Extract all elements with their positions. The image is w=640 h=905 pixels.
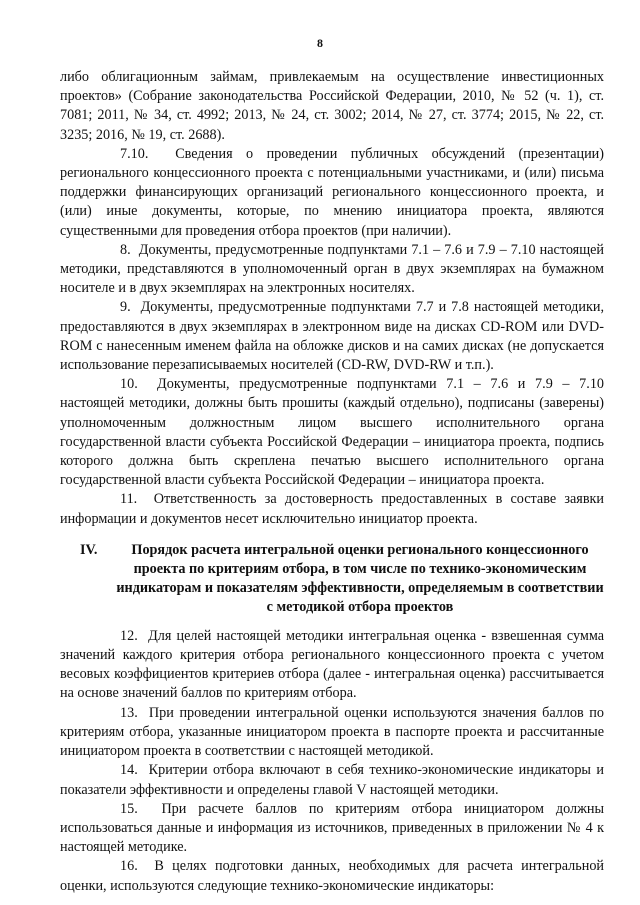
item-text: При проведении интегральной оценки используются значения баллов по критериям отбора, указанные инициатором проекта в паспорте проекта и рассчитанные инициатором проекта в соответствии с настоящей методикой. bbox=[60, 704, 604, 760]
item-number: 13. bbox=[120, 704, 138, 721]
item-number: 11. bbox=[120, 491, 138, 508]
section-heading bbox=[60, 541, 604, 617]
continuation-paragraph: либо облигационным займам, привлекаемым на осуществление инвестиционных проектов» (Собрание законодательства Российской Федерации, 2010, № 52 (ч. 1), ст. 7081; 2011, № 34, ст. 4992; 2013, № 24, ст. 3002; 2014, № 27, ст. 3774; 2015, № 22, ст. 3235; 2016, № 19, ст. 2688). bbox=[60, 69, 604, 143]
paragraph-item bbox=[60, 145, 604, 241]
paragraph-item bbox=[60, 490, 604, 528]
paragraph-item bbox=[60, 800, 604, 858]
paragraph-item bbox=[60, 761, 604, 799]
item-number: 15. bbox=[120, 800, 138, 817]
item-number: 16. bbox=[120, 858, 138, 875]
item-text: Сведения о проведении публичных обсуждений (презентации) регионального концессионного проекта с потенциальными участниками, и (или) письма поддержки финансирующих организаций регионального концессионного проекта, и (или) иные документы, которые, по мнению инициатора проекта, являются существенными для проведения отбора проектов (при наличии). bbox=[60, 145, 604, 239]
item-number: 8. bbox=[120, 241, 131, 258]
paragraph-item bbox=[60, 857, 604, 895]
items-after-list bbox=[60, 627, 604, 896]
item-text: Ответственность за достоверность предоставленных в составе заявки информации и документов несет исключительно инициатор проекта. bbox=[60, 491, 604, 527]
paragraph-item bbox=[60, 627, 604, 704]
item-text: В целях подготовки данных, необходимых для расчета интегральной оценки, используются следующие технико-экономические индикаторы: bbox=[60, 858, 605, 894]
item-number: 7.10. bbox=[120, 145, 149, 162]
items-before-list bbox=[60, 145, 604, 529]
item-text: Для целей настоящей методики интегральная оценка - взвешенная сумма значений каждого критерия отбора регионального концессионного проекта с учетом весовых коэффициентов критериев отбора (далее - интегральная оценка) рассчитывается на основе значений баллов по критериям отбора. bbox=[60, 627, 605, 702]
item-text: При расчете баллов по критериям отбора инициатором должны использоваться данные и информация из источников, приведенных в приложении № 4 к настоящей методике. bbox=[60, 800, 605, 856]
item-text: Критерии отбора включают в себя технико-экономические индикаторы и показатели эффективности и определены главой V настоящей методики. bbox=[60, 762, 604, 798]
item-text: Документы, предусмотренные подпунктами 7.1 – 7.6 и 7.9 – 7.10 настоящей методики, должны быть прошиты (каждый отдельно), подписаны (заверены) уполномоченным должностным лицом высшего исполнительного органа государственной власти субъекта Российской Федерации – инициатора проекта, подпись которого должна быть скреплена печатью высшего исполнительного органа государственной власти субъекта Российской Федерации – инициатора проекта. bbox=[60, 376, 605, 489]
item-number: 9. bbox=[120, 299, 131, 316]
paragraph-item bbox=[60, 704, 604, 762]
section-number: IV. bbox=[80, 541, 98, 558]
item-text: Документы, предусмотренные подпунктами 7.7 и 7.8 настоящей методики, предоставляются в двух экземплярах в электронном виде на дисках CD-ROM или DVD-ROM с нанесенным именем файла на обложке дисков и на самих дисках (не допускается использование перезаписываемых носителей (CD-RW, DVD-RW и т.п.). bbox=[60, 299, 605, 374]
item-number: 12. bbox=[120, 627, 138, 644]
page-number: 8 bbox=[317, 36, 323, 50]
item-text: Документы, предусмотренные подпунктами 7.1 – 7.6 и 7.9 – 7.10 настоящей методики, представляются в уполномоченный орган в двух экземплярах на бумажном носителе и в двух экземплярах на электронных носителях. bbox=[60, 241, 605, 297]
section-title: Порядок расчета интегральной оценки регионального концессионного проекта по критериям отбора, в том числе по технико-экономическим индикаторам и показателям эффективности, определяемым в соответствии с методикой отбора проектов bbox=[116, 541, 604, 615]
page-content bbox=[60, 68, 604, 896]
paragraph-item bbox=[60, 241, 604, 299]
item-number: 14. bbox=[120, 762, 138, 779]
paragraph-item bbox=[60, 375, 604, 490]
paragraph-item bbox=[60, 298, 604, 375]
item-number: 10. bbox=[120, 376, 138, 393]
